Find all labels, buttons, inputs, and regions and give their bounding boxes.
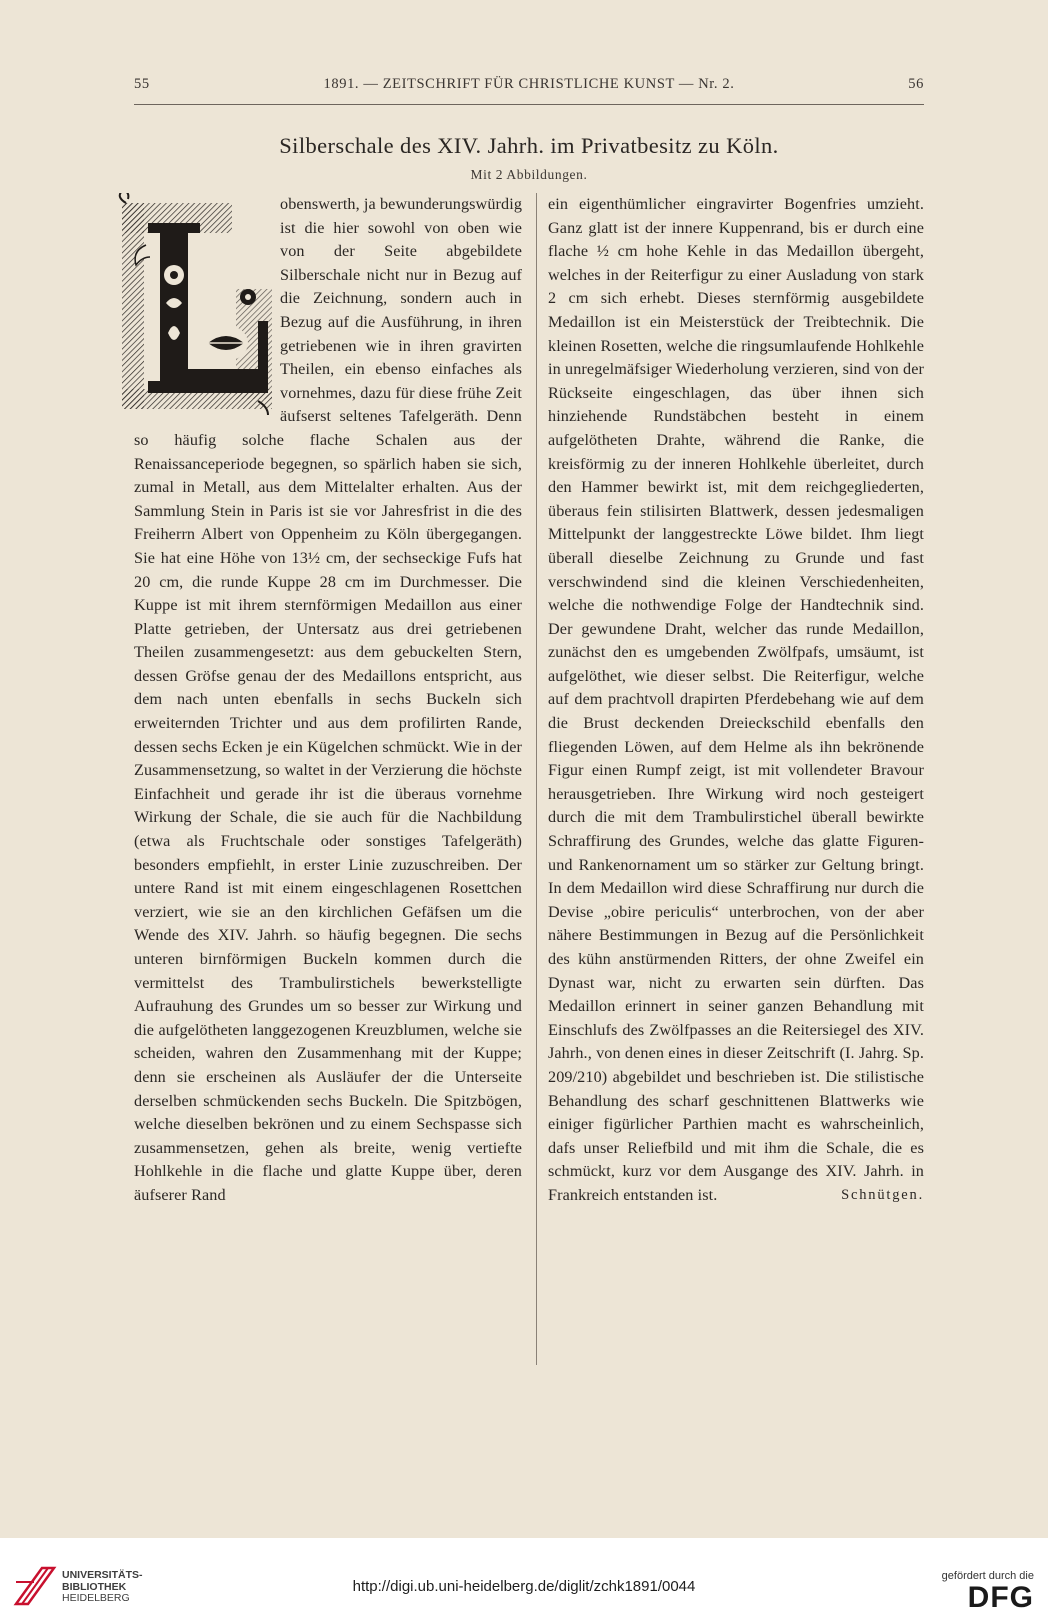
digitization-footer (0, 1538, 1048, 1614)
paragraph-left: obenswerth, ja bewunderungswürdig ist die hier sowohl von oben wie von der Seite abgebildete Silberschale nicht nur in Bezug auf die Zeichnung, sondern auch in Bezug auf die Ausführung, in ihren getriebenen wie in ihren gravirten Theilen, ein ebenso einfaches als vornehmes, dazu für diese frühe Zeit äufserst seltenes Tafelgeräth. Denn so häufig solche flache Schalen aus der Renaissanceperiode begegnen, so spärlich haben sie sich, zumal in Metall, aus dem Mittelalter erhalten. Aus der Sammlung Stein in Paris ist sie vor Jahresfrist in die des Freiherrn Albert von Oppenheim zu Köln übergegangen. Sie hat eine Höhe von 13½ cm, der sechseckige Fufs hat 20 cm, die runde Kuppe 28 cm im Durchmesser. Die Kuppe ist mit ihrem sternförmigen Medaillon aus einer Platte getrieben, der Untersatz aus drei getriebenen Theilen zusammengesetzt: aus dem gebuckelten Stern, dessen Gröfse genau der des Medaillons entspricht, aus dem nach unten ebenfalls in sechs Buckeln sich erweiternden Trichter und aus dem profilirten Rande, dessen sechs Ecken je ein Kügelchen schmückt. Wie in der Zusammensetzung, so waltet in der Verzierung die höchste Einfachheit und gerade ihr ist die überaus vornehme Wirkung der Schale, die sie auch für die Nachbildung (etwa als Fruchtschale oder sonstiges Tafelgeräth) besonders empfiehlt, in erster Linie zuzuschreiben. Der untere Rand ist mit einem eingeschlagenen Rosettchen verziert, wie sie an den kirchlichen Gefäfsen um die Wende des XIV. Jahrh. so häufig begegnen. Die sechs unteren birnförmigen Buckeln kommen durch die vermittelst des Trambulirstichels bewerkstelligte Aufrauhung des Grundes um so besser zur Wirkung und die aufgelötheten langgezogenen Kreuzblumen, welche sie scheiden, wahren den Zusammenhang mit der Kuppe; denn sie erscheinen als Ausläufer der die Unterseite derselben schmückenden sechs Buckeln. Die Spitzbögen, welche dieselben bekrönen und zu einem Sechspasse sich zusammensetzen, gehen als breite, wenig vertiefte Hohlkehle in die flache und glatte Kuppe über, deren äufserer Rand (134, 195, 523, 1204)
permalink-url[interactable]: http://digi.ub.uni-heidelberg.de/diglit/zchk1891/0044 (352, 1578, 696, 1595)
page-number-right: 56 (908, 76, 924, 92)
library-name: UNIVERSITÄTS- BIBLIOTHEK HEIDELBERG (62, 1569, 143, 1604)
journal-header: 1891. — ZEITSCHRIFT FÜR CHRISTLICHE KUNST — Nr. 2. (323, 76, 735, 92)
funded-by-label: gefördert durch die (941, 1570, 1034, 1582)
text-column-left (134, 193, 522, 1208)
column-divider (536, 193, 537, 1365)
running-head (134, 76, 924, 98)
paragraph-right (548, 193, 924, 1208)
article-title: Silberschale des XIV. Jahrh. im Privatbesitz zu Köln. (279, 133, 779, 158)
drop-cap-illustration (108, 193, 274, 428)
author-signature: Schnütgen. (841, 1186, 924, 1203)
paragraph-right-text: ein eigenthümlicher eingravirter Bogenfries umzieht. Ganz glatt ist der innere Kuppenrand, bis er durch eine flache ½ cm hohe Kehle in das Medaillon übergeht, welches in der Reiterfigur zu einer Ausladung von stark 2 cm sich erhebt. Dieses sternförmig ausgebildete Medaillon ist ein Meisterstück der Treibtechnik. Die kleinen Rosetten, welche die ringsumlaufende Hohlkehle in unregelmäfsiger Wiederholung verzieren, sind von der Rückseite eingeschlagen, das über ihnen sich hinziehende Rundstäbchen besteht in einem aufgelötheten Drahte, während die Ranke, die kreisförmig zu der inneren Hohlkehle überleitet, durch den Hammer bewirkt ist, mit dem reichgegliederten, überaus fein stilisirten Blattwerk, dessen jedesmaligen Mittelpunkt der langgestreckte Löwe bildet. Ihm liegt überall dieselbe Zeichnung zu Grunde und fast verschwindend sind die kleinen Verschiedenheiten, welche die nothwendige Folge der Handtechnik sind. Der gewundene Draht, welcher das runde Medaillon, zunächst den es umgebenden Zwölfpafs, umsäumt, ist aufgelöthet, wie dieser selbst. Die Reiterfigur, welche auf dem prachtvoll drapirten Pferdebehang wie auf dem die Brust deckenden Dreieckschild ebenfalls den fliegenden Löwen, auf dem Helme als ihn bekrönende Figur einen Rumpf zeigt, ist mit vollendeter Bravour herausgetrieben. Ihre Wirkung wird noch gesteigert durch die mit dem Trambulirstichel überall bewirkte Schraffirung des Grundes, welche das glatte Figuren- und Rankenornament um so stärker zur Geltung bringt. In dem Medaillon wird diese Schraffirung nur durch die Devise „obire periculis“ unterbrochen, von der aber nähere Bestimmungen in Bezug auf die Persönlichkeit des kühn anstürmenden Ritters, der ohne Zweifel ein Dynast war, nicht zu erwarten sein dürften. Das Medaillon erinnert in seiner ganzen Behandlung mit Einschlufs des Zwölfpasses an die Reitersiegel des XIV. Jahrh., von denen eines in dieser Zeitschrift (I. Jahrg. Sp. 209/210) abgebildet und beschrieben ist. Die stilistische Behandlung des scharf geschnittenen Blattwerks wie einiger figürlicher Parthien macht es wahrscheinlich, dafs unser Reliefbild und mit ihm die Schale, die es schmückt, kurz vor dem Ausgange des XIV. Jahrh. in Frankreich entstanden ist. (548, 195, 924, 1204)
drop-cap-left-hatching (122, 203, 144, 409)
article-subtitle: Mit 2 Abbildungen. (470, 167, 588, 182)
ornamental-drop-cap (108, 193, 274, 428)
header-rule (134, 104, 924, 105)
text-column-right (548, 193, 924, 1208)
dfg-logo: DFG (967, 1581, 1034, 1614)
page-number-left: 55 (134, 76, 150, 92)
